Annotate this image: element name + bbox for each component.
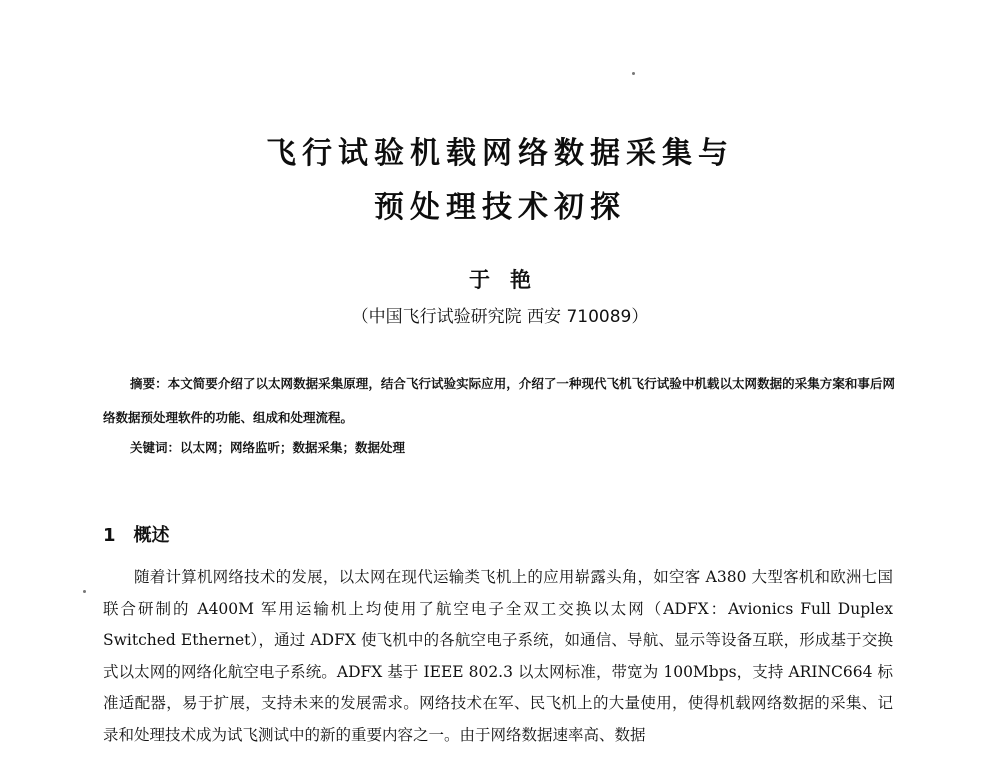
keywords [130,438,890,456]
keywords-text: 以太网；网络监听；数据采集；数据处理 [180,440,406,455]
scan-speck [632,72,635,75]
abstract-text: 本文简要介绍了以太网数据采集原理，结合飞行试验实际应用，介绍了一种现代飞机飞行试验中机载以太网数据的采集方案和事后网络数据预处理软件的功能、组成和处理流程。 [103,376,895,425]
paper-title-line-1: 飞行试验机载网络数据采集与 [266,136,734,171]
section-title: 概述 [133,525,170,546]
body-paragraph: 随着计算机网络技术的发展，以太网在现代运输类飞机上的应用崭露头角，如空客 A380 大型客机和欧洲七国联合研制的 A400M 军用运输机上均使用了航空电子全双工交换以太网（ADFX：Avionics Full Duplex Switched Ethernet），通过 ADFX 使飞机中的各航空电子系统，如通信、导航、显示等设备互联，形成基于交换式以太网的网络化航空电子系统。ADFX 基于 IEEE 802.3 以太网标准，带宽为 100Mbps，支持 ARINC664 标准适配器，易于扩展，支持未来的发展需求。网络技术在军、民飞机上的大量使用，使得机载网络数据的采集、记录和处理技术成为试飞测试中的新的重要内容之一。由于网络数据速率高、数据 [103,568,893,744]
section-heading [103,521,170,547]
author-affiliation: （中国飞行试验研究院 西安 710089） [351,307,649,327]
scan-speck [83,590,86,593]
abstract [103,367,895,435]
paper-title-line-2: 预处理技术初探 [374,190,626,225]
author-name: 于艳 [469,268,551,292]
section-number: 1 [103,525,116,546]
abstract-label: 摘要： [130,376,168,391]
keywords-label: 关键词： [130,440,181,455]
